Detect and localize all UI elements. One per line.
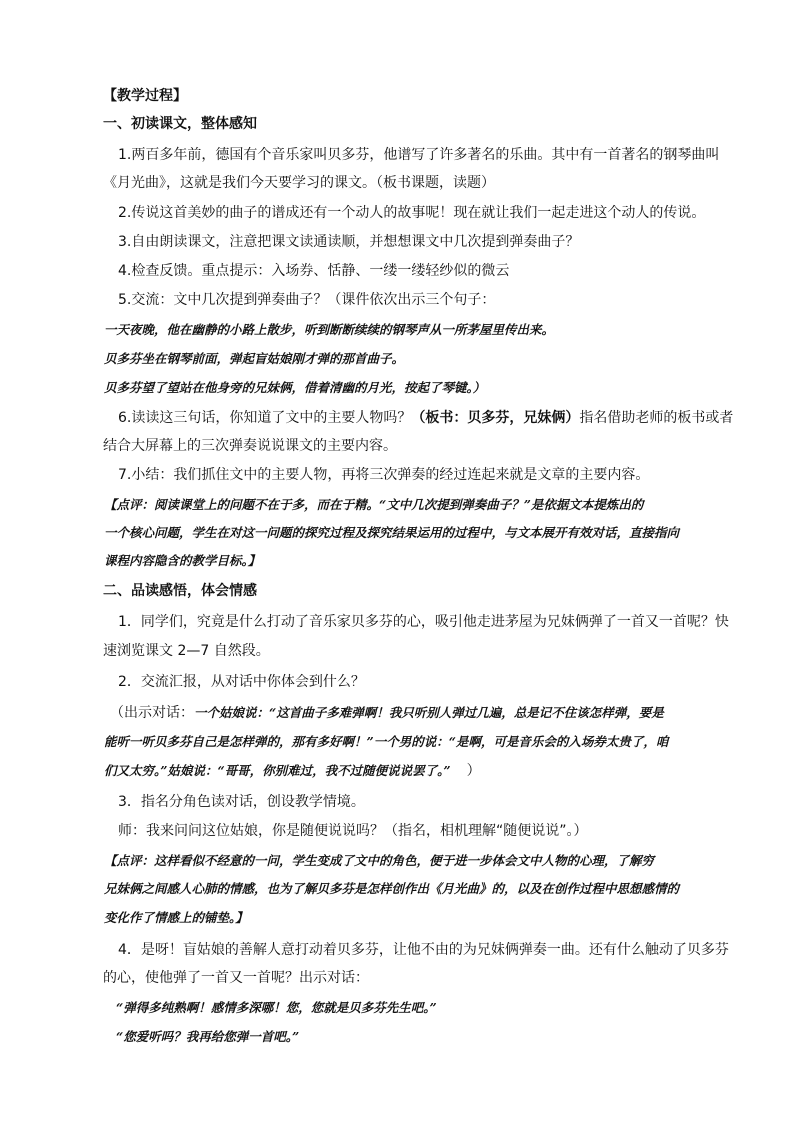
paragraph-6-line-2: 结合大屏幕上的三次弹奏说说课文的主要内容。	[103, 438, 397, 454]
paragraph-6-line-1	[118, 408, 733, 428]
board-note: （板书：贝多芬，兄妹俩）	[411, 410, 580, 426]
dialogue-text-1: 一个姑娘说：“这首曲子多难弹啊！我只听别人弹过几遍，总是记不住该怎样弹，要是	[194, 705, 664, 720]
comment-2-line-2: 兄妹俩之间感人心肺的情感，也为了解贝多芬是怎样创作出《月光曲》的，以及在创作过程中思想感情的	[104, 881, 680, 896]
comment-1-line-2: 一个核心问题，学生在对这一问题的探究过程及探究结果运用的过程中，与文本展开有效对话，直接指向	[104, 525, 680, 540]
comment-2-line-3: 变化作了情感上的铺垫。】	[104, 910, 248, 925]
dialogue-close: ）	[466, 763, 481, 779]
excerpt-line-2: “您爱听吗？我再给您弹一首吧。”	[116, 1029, 300, 1044]
part1-heading: 一、初读课文，整体感知	[103, 116, 257, 132]
paragraph-3: 3.自由朗读课文，注意把课文读通读顺，并想想课文中几次提到弹奏曲子？	[118, 234, 580, 250]
paragraph-2: 2.传说这首美妙的曲子的谱成还有一个动人的故事呢！现在就让我们一起走进这个动人的传说。	[118, 205, 706, 221]
dialogue-line-3	[104, 761, 481, 781]
paragraph-1-line-1: 1.两百多年前，德国有个音乐家叫贝多芬，他谱写了许多著名的乐曲。其中有一首著名的钢琴曲叫	[118, 147, 720, 163]
paragraph-4: 4.检查反馈。重点提示：入场券、恬静、一缕一缕轻纱似的微云	[118, 263, 510, 279]
part2-heading: 二、品读感悟，体会情感	[103, 583, 257, 599]
comment-2-line-1: 【点评：这样看似不经意的一问，学生变成了文中的角色，便于进一步体会文中人物的心理，了解穷	[104, 853, 655, 868]
comment-1-line-3: 课程内容隐含的教学目标。】	[104, 553, 261, 568]
quote-sentence-1: 一天夜晚，他在幽静的小路上散步，听到断断续续的钢琴声从一所茅屋里传出来。	[104, 322, 555, 337]
step-2: 2．交流汇报，从对话中你体会到什么？	[118, 674, 365, 690]
dialogue-intro: （出示对话：	[110, 705, 194, 721]
teacher-question: 师：我来问问这位姑娘，你是随便说说吗？（指名，相机理解“随便说说”。）	[118, 823, 588, 839]
dialogue-line-2: 能听一听贝多芬自己是怎样弹的，那有多好啊！”一个男的说：“是啊，可是音乐会的入场券太贵了，咱	[104, 734, 669, 749]
section-header: 【教学过程】	[103, 88, 187, 104]
excerpt-line-1: “弹得多纯熟啊！感情多深哪！您，您就是贝多芬先生吧。”	[116, 1000, 437, 1015]
quote-sentence-2: 贝多芬坐在钢琴前面，弹起盲姑娘刚才弹的那首曲子。	[104, 351, 405, 366]
step-1-line-1: 1．同学们，究竟是什么打动了音乐家贝多芬的心，吸引他走进茅屋为兄妹俩弹了一首又一首呢？快	[118, 614, 729, 630]
paragraph-6-text-c: 指名借助老师的板书或者	[579, 410, 734, 426]
step-4-line-1: 4．是呀！盲姑娘的善解人意打动着贝多芬，让他不由的为兄妹俩弹奏一曲。还有什么触动了贝多芬	[118, 942, 729, 958]
paragraph-1-line-2: 《月光曲》，这就是我们今天要学习的课文。（板书课题，读题）	[103, 175, 495, 191]
step-4-line-2: 的心，使他弹了一首又一首呢？出示对话：	[103, 970, 369, 986]
comment-1-line-1: 【点评：阅读课堂上的问题不在于多，而在于精。“文中几次提到弹奏曲子？”是依据文本提炼出的	[104, 497, 644, 512]
step-1-line-2: 速浏览课文 2—7 自然段。	[103, 643, 270, 659]
paragraph-7: 7.小结：我们抓住文中的主要人物，再将三次弹奏的经过连起来就是文章的主要内容。	[118, 467, 650, 483]
paragraph-6-text-a: 6.读读这三句话，你知道了文中的主要人物吗？	[118, 410, 412, 426]
dialogue-line-1	[110, 703, 664, 723]
quote-sentence-3: 贝多芬望了望站在他身旁的兄妹俩，借着清幽的月光，按起了琴键。）	[104, 380, 486, 395]
dialogue-text-3: 们又太穷。”姑娘说：“哥哥，你别难过，我不过随便说说罢了。”	[104, 763, 451, 778]
paragraph-5: 5.交流：文中几次提到弹奏曲子？（课件依次出示三个句子：	[118, 292, 496, 308]
step-3: 3．指名分角色读对话，创设教学情境。	[118, 794, 365, 810]
